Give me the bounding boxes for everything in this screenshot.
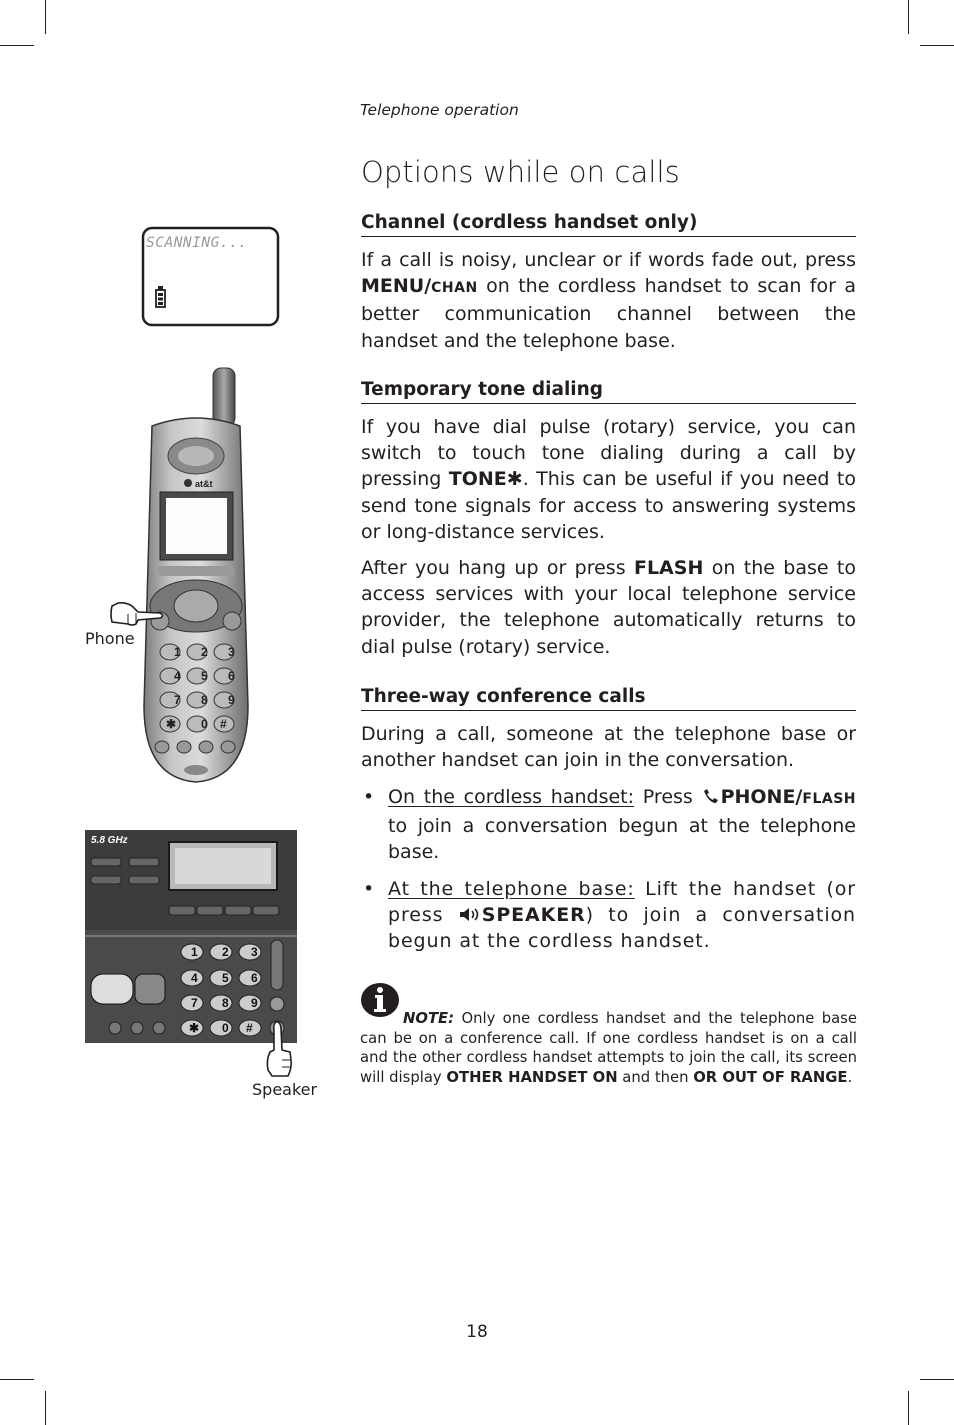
pointing-hand-up-icon: [264, 1020, 294, 1078]
off-button: [223, 612, 241, 630]
phone-icon: [702, 788, 719, 805]
crop-mark: [920, 45, 954, 46]
bullet-icon: •: [363, 786, 375, 809]
lcd-screen-illustration: [141, 226, 281, 328]
bullet-icon: •: [363, 878, 376, 901]
lcd-text: SCANNING...: [146, 235, 248, 251]
list-item: • On the cordless handset: Press PHONE/FLASH to join a conversation begun at the telephone base.: [363, 786, 856, 863]
svg-text:6: 6: [228, 669, 235, 683]
crop-mark: [45, 0, 46, 34]
svg-text:#: #: [246, 1021, 253, 1035]
section-tone-dialing: [361, 379, 856, 660]
page-number: 18: [466, 1322, 488, 1342]
crop-mark: [45, 1391, 46, 1425]
section-heading: Temporary tone dialing: [361, 379, 856, 404]
svg-text:4: 4: [174, 669, 181, 683]
pointing-hand-icon: [108, 600, 166, 628]
section-heading: Channel (cordless handset only): [361, 212, 856, 237]
paragraph: During a call, someone at the telephone base or another handset can join in the conversation.: [361, 723, 856, 772]
list-item: • At the telephone base: Lift the handset (or press SPEAKER) to join a conversation begun at the cordless handset.: [363, 878, 856, 953]
svg-text:4: 4: [191, 971, 198, 985]
svg-text:5: 5: [201, 669, 208, 683]
speaker-icon: [458, 906, 482, 923]
svg-text:3: 3: [251, 945, 258, 959]
section-conference-calls: [361, 686, 856, 955]
svg-text:2: 2: [222, 945, 229, 959]
note-paragraph: NOTE: Only one cordless handset and the telephone base can be on a conference call. If one cordless handset is on a call and the other cordless handset attempts to join the call, its screen will display OTHER HANDSET ON and then OR OUT OF RANGE.: [360, 1010, 857, 1086]
brand-logo: at&t: [195, 479, 213, 489]
svg-text:0: 0: [201, 717, 208, 731]
svg-text:7: 7: [191, 996, 198, 1010]
svg-text:1: 1: [191, 945, 198, 959]
svg-text:2: 2: [201, 645, 208, 659]
svg-text:8: 8: [222, 996, 229, 1010]
svg-text:✱: ✱: [189, 1021, 200, 1035]
svg-text:✱: ✱: [166, 717, 177, 731]
base-badge: 5.8 GHz: [91, 835, 128, 846]
crop-mark: [920, 1379, 954, 1380]
paragraph: If a call is noisy, unclear or if words fade out, press MENU/CHAN on the cordless handset to scan for a better communication channel between the handset and the telephone base.: [361, 249, 856, 352]
section-channel: [361, 212, 856, 354]
svg-text:1: 1: [174, 645, 181, 659]
section-heading: Three-way conference calls: [361, 686, 856, 711]
svg-text:3: 3: [228, 645, 235, 659]
svg-text:5: 5: [222, 971, 229, 985]
crop-mark: [0, 45, 34, 46]
svg-text:9: 9: [251, 996, 258, 1010]
svg-text:9: 9: [228, 693, 235, 707]
svg-text:0: 0: [222, 1021, 229, 1035]
svg-text:6: 6: [251, 971, 258, 985]
paragraph: After you hang up or press FLASH on the base to access services with your local telephone service provider, the telephone automatically returns to dial pulse (rotary) service.: [361, 557, 857, 658]
paragraph: If you have dial pulse (rotary) service, you can switch to touch tone dialing during a call by pressing TONE✱. This can be useful if you need to send tone signals for access to answering systems or long-distance services.: [361, 416, 856, 543]
page-title: Options while on calls: [361, 155, 680, 189]
svg-text:8: 8: [201, 693, 208, 707]
telephone-base-illustration: [85, 830, 298, 1044]
crop-mark: [908, 1391, 909, 1425]
svg-text:#: #: [220, 717, 227, 731]
running-head: Telephone operation: [360, 101, 519, 119]
crop-mark: [908, 0, 909, 34]
speaker-label: Speaker: [252, 1080, 318, 1099]
antenna: [213, 368, 235, 426]
svg-text:7: 7: [174, 693, 181, 707]
crop-mark: [0, 1379, 34, 1380]
play-stop-button: [91, 974, 133, 1004]
cordless-handset-illustration: [140, 366, 252, 786]
phone-label: Phone: [85, 629, 135, 648]
